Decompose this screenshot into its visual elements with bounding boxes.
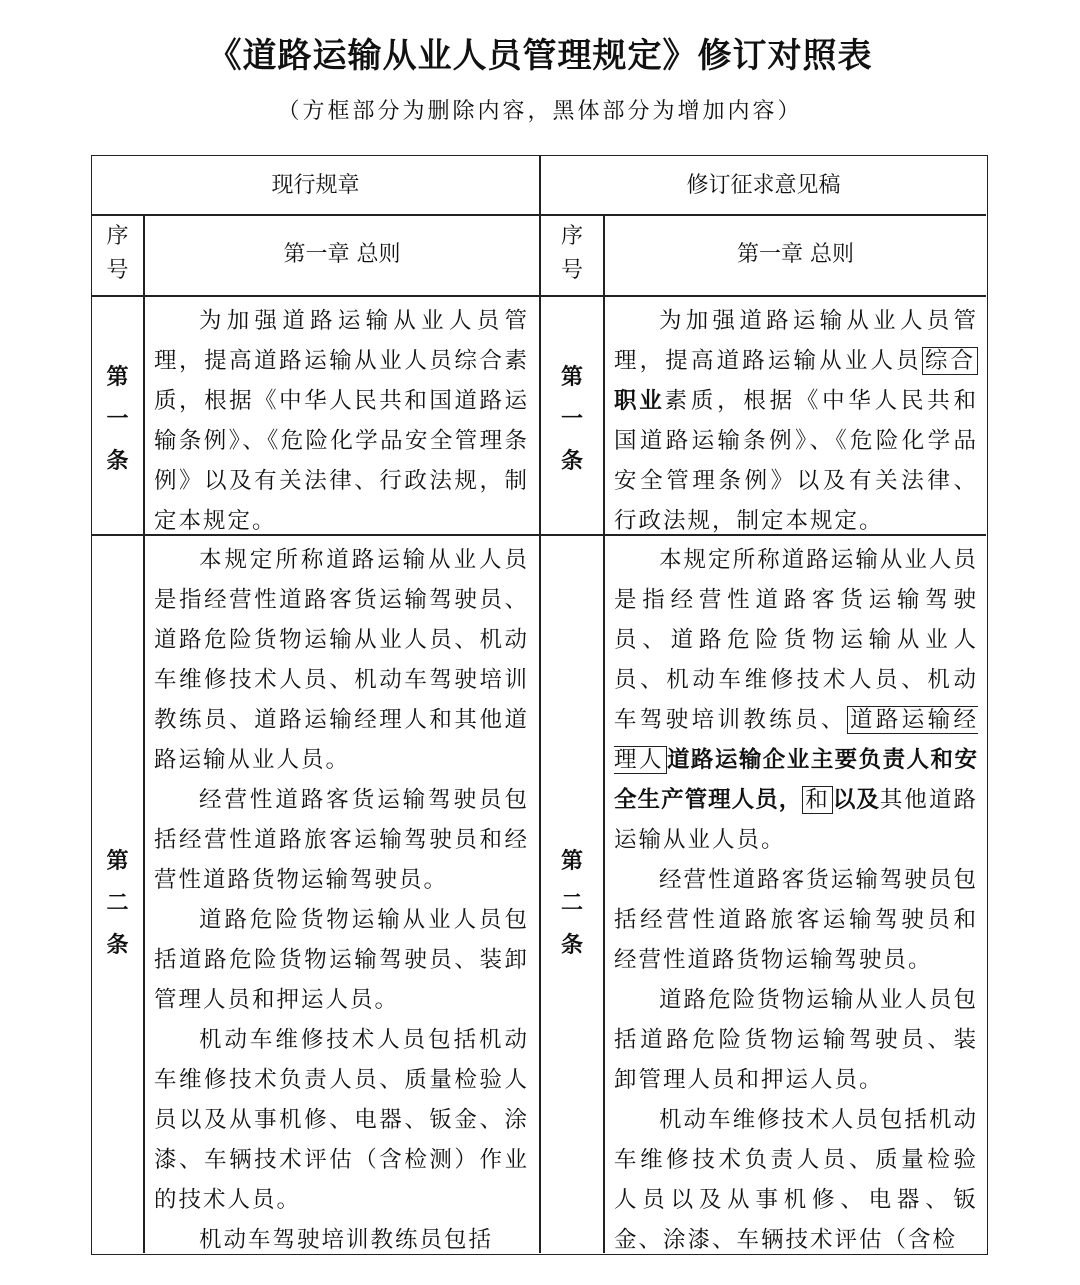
left-seq-label: 序 号 [106, 224, 129, 283]
unchanged-text: 其他道路运输从业人员。 [614, 787, 978, 853]
left-article-2-label: 第 二 条 [106, 849, 129, 958]
left-chapter-heading: 第一章 总则 [283, 242, 401, 267]
current-paragraph: 经营性道路客货运输驾驶员包括经营性道路旅客运输驾驶员和经营性道路货物运输驾驶员。 [154, 787, 529, 893]
revised-paragraph [614, 980, 978, 1100]
revised-article-2-text [614, 540, 978, 1250]
unchanged-text: 经营性道路客货运输驾驶员包括经营性道路旅客运输驾驶员和经营性道路货物运输驾驶员。 [614, 867, 978, 973]
revised-paragraph [614, 860, 978, 980]
left-column-header: 现行规章 [271, 173, 360, 198]
added-text: 职业 [614, 388, 665, 414]
left-seq-divider [143, 214, 145, 1253]
center-divider [539, 156, 541, 1253]
current-paragraph: 机动车维修技术人员包括机动车维修技术负责人员、质量检验人员以及从事机修、电器、钣金、涂漆、车辆技术评估（含检测）作业的技术人员。 [154, 1027, 529, 1213]
revised-article-1-text [614, 301, 978, 533]
right-article-2-label: 第 二 条 [560, 849, 583, 958]
right-seq-label: 序 号 [560, 224, 583, 283]
added-text: 以及 [832, 787, 880, 813]
current-article-1-text [154, 301, 529, 533]
revised-paragraph [614, 1100, 978, 1250]
revised-paragraph [614, 540, 978, 860]
document-title: 《道路运输从业人员管理规定》修订对照表 [207, 36, 873, 76]
revised-paragraph [614, 301, 978, 533]
unchanged-text: 道路危险货物运输从业人员包括道路危险货物运输驾驶员、装卸管理人员和押运人员。 [614, 987, 978, 1093]
document-subtitle: （方框部分为删除内容，黑体部分为增加内容） [277, 99, 803, 124]
comparison-table [91, 155, 988, 1255]
unchanged-text: 机动车维修技术人员包括机动车维修技术负责人员、质量检验人员以及从事机修、电器、钣金、涂漆、车辆技术评估（含检 [614, 1107, 978, 1250]
unchanged-text: 素质，根据《中华人民共和国道路运输条例》、《危险化学品安全管理条例》以及有关法律、行政法规，制定本规定。 [614, 388, 978, 533]
current-article-2-text [154, 540, 529, 1250]
right-article-1-label: 第 一 条 [560, 365, 583, 474]
deleted-text: 道路运输经理人 [614, 707, 978, 773]
current-paragraph: 道路危险货物运输从业人员包括道路危险货物运输驾驶员、装卸管理人员和押运人员。 [154, 907, 529, 1013]
current-paragraph: 为加强道路运输从业人员管理，提高道路运输从业人员综合素质，根据《中华人民共和国道路运输条例》、《危险化学品安全管理条例》以及有关法律、行政法规，制定本规定。 [154, 308, 529, 533]
deleted-text: 综合 [922, 347, 978, 375]
deleted-text: 和 [802, 786, 833, 814]
left-article-1-label: 第 一 条 [106, 365, 129, 474]
added-text: 道路运输企业主要负责人和安全生产管理人员， [614, 747, 978, 813]
current-paragraph: 本规定所称道路运输从业人员是指经营性道路客货运输驾驶员、道路危险货物运输从业人员、机动车维修技术人员、机动车驾驶培训教练员、道路运输经理人和其他道路运输从业人员。 [154, 547, 529, 773]
unchanged-text: 本规定所称道路运输从业人员是指经营性道路客货运输驾驶员、道路危险货物运输从业人员、机动车维修技术人员、机动车驾驶培训教练员、 [614, 547, 978, 733]
unchanged-text: 为加强道路运输从业人员管理，提高道路运输从业人员 [614, 308, 978, 374]
current-paragraph: 机动车驾驶培训教练员包括 [199, 1227, 494, 1250]
right-chapter-heading: 第一章 总则 [737, 242, 854, 267]
right-column-header: 修订征求意见稿 [686, 173, 841, 198]
right-seq-divider [603, 214, 605, 1253]
